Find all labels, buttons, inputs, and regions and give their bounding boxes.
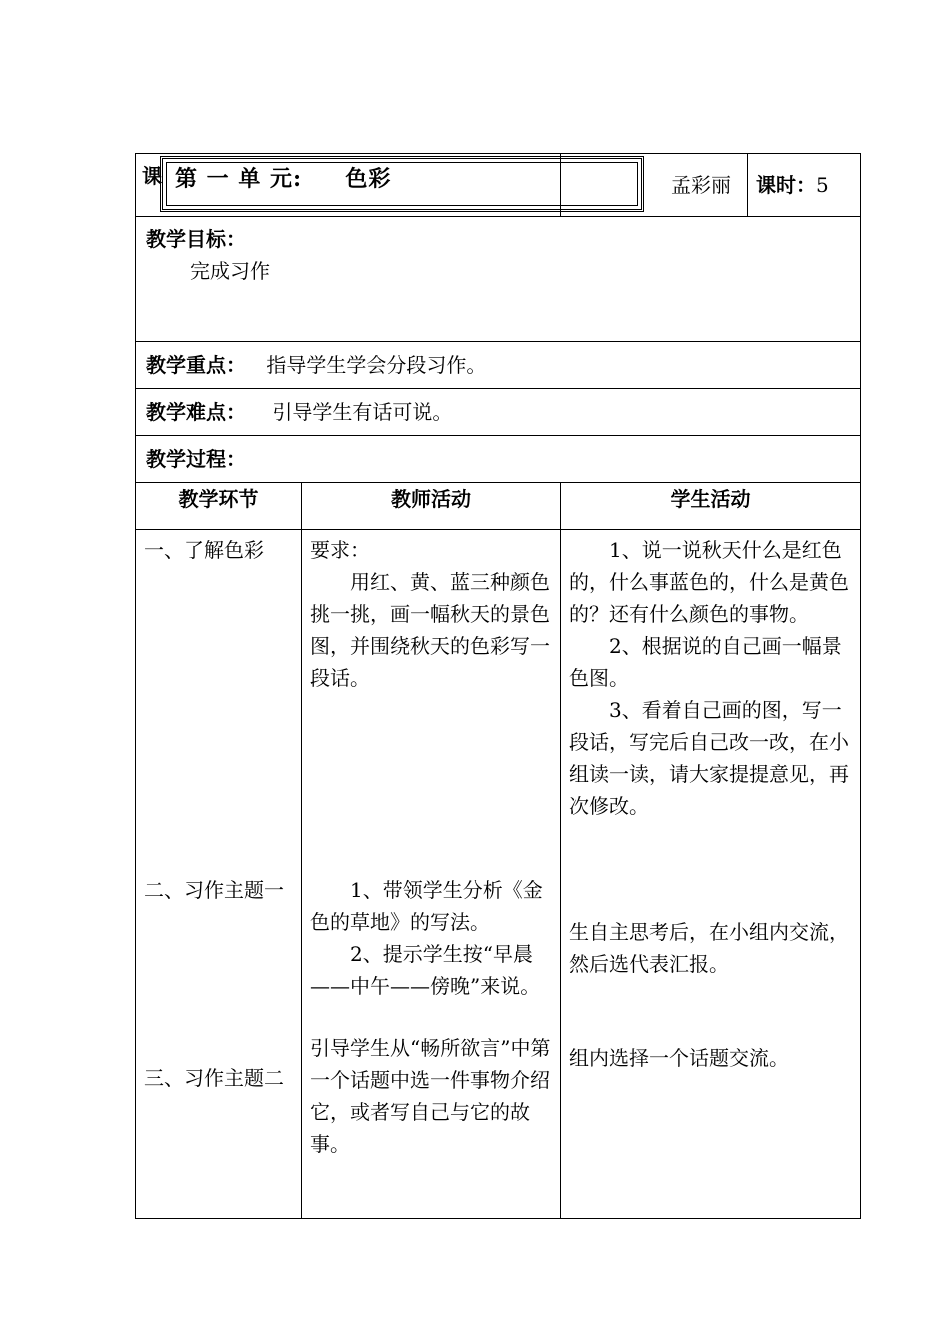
hours-label: 课时： [756, 173, 816, 197]
column-header-teacher: 教师活动 [302, 483, 561, 530]
teacher-2-line-1: 1、带领学生分析《金色的草地》的写法。 [310, 878, 543, 934]
stage-2: 二、习作主题一 [144, 878, 284, 902]
header-row [136, 154, 861, 217]
goal-text: 完成习作 [190, 259, 270, 283]
goal-cell [136, 217, 861, 342]
teacher-3-line-1: 引导学生从“畅所欲言”中第一个话题中选一件事物介绍它，或者写自己与它的故事。 [310, 1036, 551, 1156]
column-header-student: 学生活动 [561, 483, 861, 530]
unit-title-cell [136, 154, 561, 217]
teacher-1-line-1: 要求： [310, 538, 370, 562]
unit-title-box [160, 156, 644, 212]
focus-cell [136, 342, 861, 389]
lesson-plan-sheet [135, 153, 860, 1219]
lesson-hours [748, 154, 861, 217]
teacher-name-text: 孟彩丽 [671, 173, 731, 197]
unit-title: 第 一 单 元: 色彩 [175, 166, 392, 192]
student-1-line-1: 1、说一说秋天什么是红色的，什么事蓝色的，什么是黄色的？还有什么颜色的事物。 [569, 538, 849, 626]
difficulty-text: 引导学生有话可说。 [272, 400, 453, 424]
student-column [561, 530, 861, 1219]
column-header-stage: 教学环节 [136, 483, 302, 530]
focus-row [136, 342, 861, 389]
student-1-line-2: 2、根据说的自己画一幅景色图。 [569, 634, 842, 690]
difficulty-label: 教学难点： [146, 400, 246, 424]
teacher-column [302, 530, 561, 1219]
student-2-line-1: 生自主思考后，在小组内交流，然后选代表汇报。 [569, 920, 849, 976]
goal-label: 教学目标： [146, 227, 246, 251]
stage-column [136, 530, 302, 1219]
difficulty-cell [136, 389, 861, 436]
process-label: 教学过程： [146, 447, 246, 471]
teacher-2-line-2: 2、提示学生按“早晨——中午——傍晚”来说。 [310, 942, 541, 998]
process-row [136, 436, 861, 483]
student-3-line-1: 组内选择一个话题交流。 [569, 1046, 789, 1070]
lesson-char: 课 [142, 164, 162, 188]
stage-3: 三、习作主题二 [144, 1066, 284, 1090]
teacher-1-line-2: 用红、黄、蓝三种颜色挑一挑，画一幅秋天的景色图，并围绕秋天的色彩写一段话。 [310, 570, 550, 690]
column-header-row [136, 483, 861, 530]
student-1-line-3: 3、看着自己画的图，写一段话，写完后自己改一改，在小组读一读，请大家提提意见，再次修改。 [569, 698, 849, 818]
stage-1: 一、了解色彩 [144, 538, 264, 562]
difficulty-row [136, 389, 861, 436]
process-cell [136, 436, 861, 483]
goal-row [136, 217, 861, 342]
lesson-plan-table [135, 153, 861, 1219]
hours-value: 5 [816, 173, 829, 197]
focus-label: 教学重点： [146, 353, 246, 377]
focus-text: 指导学生学会分段习作。 [266, 353, 487, 377]
process-body-row [136, 530, 861, 1219]
